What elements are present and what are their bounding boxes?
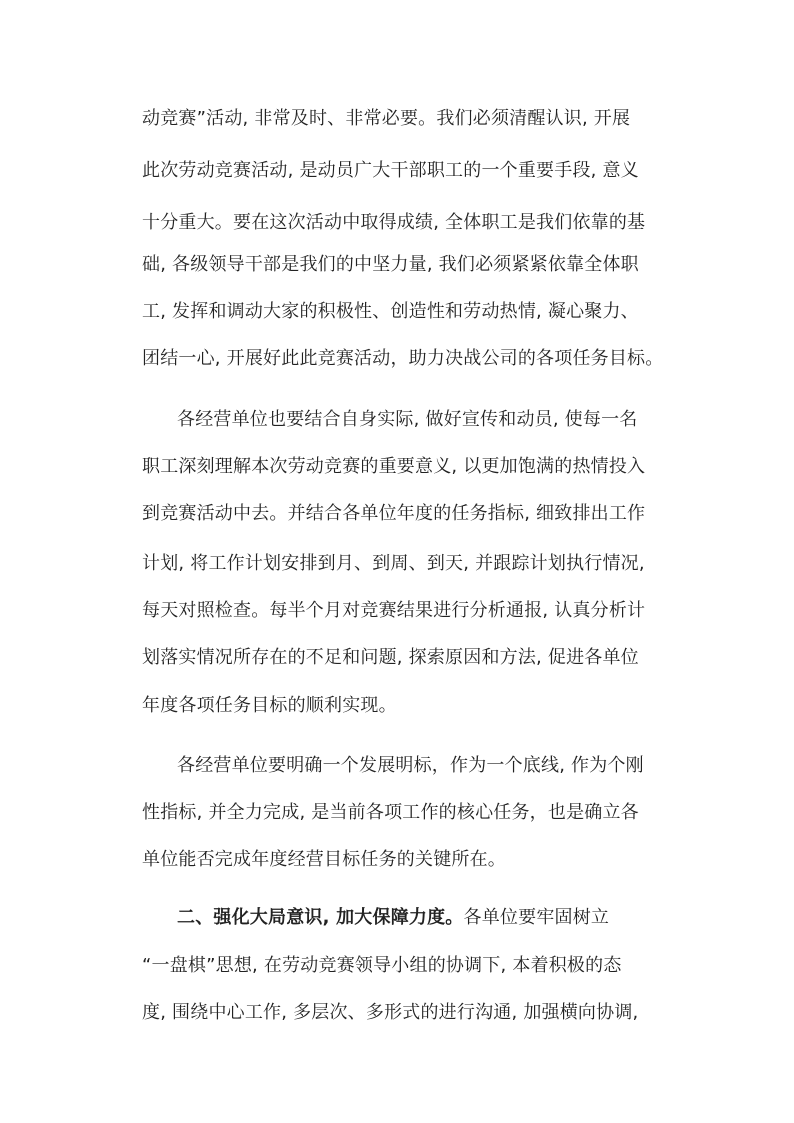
paragraph-2-line-7: 年度各项任务目标的顺利实现。 — [142, 695, 397, 716]
paragraph-3-line-3: 单位能否完成年度经营目标任务的关键所在。 — [142, 849, 506, 870]
paragraph-4-line-3: 度, 围绕中心工作, 多层次、多形式的进行沟通, 加强横向协调, — [142, 1002, 639, 1023]
paragraph-1-line-4: 础, 各级领导干部是我们的中坚力量, 我们必须紧紧依靠全体职 — [142, 254, 639, 275]
paragraph-2-line-2: 职工深刻理解本次劳动竞赛的重要意义, 以更加饱满的热情投入 — [142, 456, 646, 477]
section-heading: 二、强化大局意识, 加大保障力度。 — [177, 907, 464, 928]
paragraph-2-line-3: 到竞赛活动中去。并结合各单位年度的任务指标, 细致排出工作 — [142, 503, 646, 524]
paragraph-1-line-1: 动竞赛”活动, 非常及时、非常必要。我们必须清醒认识, 开展 — [142, 108, 631, 129]
paragraph-3-line-1: 各经营单位要明确一个发展明标，作为一个底线, 作为个刚 — [177, 755, 644, 776]
paragraph-4-line-1 — [177, 906, 609, 930]
paragraph-4-line-2: “一盘棋”思想, 在劳动竞赛领导小组的协调下, 本着积极的态 — [142, 955, 622, 976]
paragraph-2-line-6: 划落实情况所存在的不足和问题, 探索原因和方法, 促进各单位 — [142, 647, 639, 668]
paragraph-1-line-3: 十分重大。要在这次活动中取得成绩, 全体职工是我们依靠的基 — [142, 212, 646, 233]
paragraph-2-line-4: 计划, 将工作计划安排到月、到周、到天, 并跟踪计划执行情况, — [142, 553, 645, 574]
paragraph-1-line-6: 团结一心, 开展好此此竞赛活动，助力决战公司的各项任务目标。 — [142, 348, 664, 369]
paragraph-2-line-5: 每天对照检查。每半个月对竞赛结果进行分析通报, 认真分析计 — [142, 600, 646, 621]
paragraph-1-line-5: 工, 发挥和调动大家的积极性、创造性和劳动热情, 凝心聚力、 — [142, 301, 639, 322]
paragraph-2-line-1: 各经营单位也要结合自身实际, 做好宣传和动员, 使每一名 — [177, 409, 638, 430]
paragraph-1-line-2: 此次劳动竞赛活动, 是动员广大干部职工的一个重要手段, 意义 — [142, 160, 639, 181]
paragraph-3-line-2: 性指标, 并全力完成, 是当前各项工作的核心任务，也是确立各 — [142, 802, 639, 823]
paragraph-4-line-1-text: 各单位要牢固树立 — [463, 907, 610, 928]
